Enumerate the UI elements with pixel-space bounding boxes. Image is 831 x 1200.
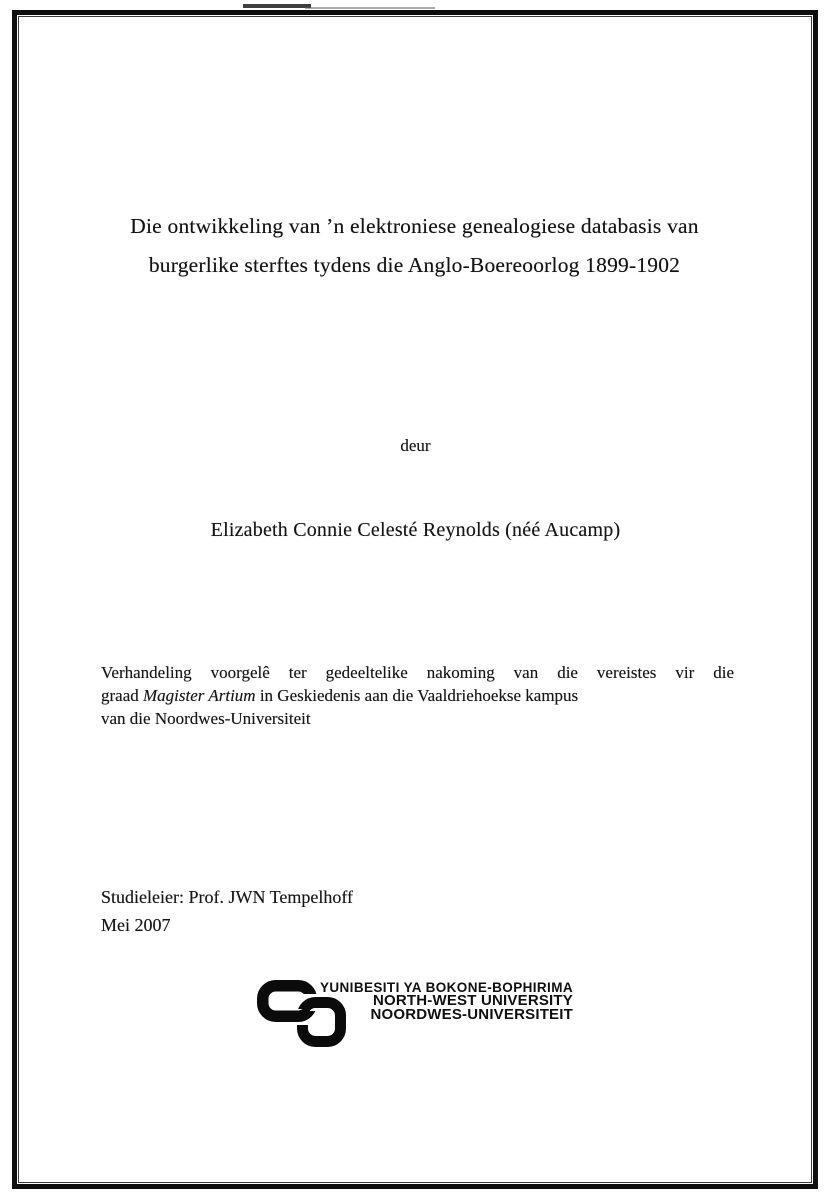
supervisor-line: Studieleier: Prof. JWN Tempelhoff: [101, 887, 354, 907]
statement-line2: [101, 684, 734, 707]
statement-line1: Verhandeling voorgelê ter gedeeltelike nakoming van die vereistes vir die: [101, 663, 734, 682]
degree-name-italic: Magister Artium: [143, 686, 256, 705]
scan-artifact: [243, 4, 311, 8]
date-line: Mei 2007: [101, 914, 171, 935]
scan-artifact: [305, 7, 435, 9]
byline: deur: [400, 436, 431, 455]
university-logo-text: [320, 981, 573, 1021]
submission-statement: [101, 661, 734, 730]
statement-line3: van die Noordwes-Universiteit: [101, 709, 311, 728]
logo-line-setswana: YUNIBESITI YA BOKONE-BOPHIRIMA: [319, 980, 573, 995]
logo-line-english: NORTH-WEST UNIVERSITY: [372, 992, 573, 1010]
thesis-title-line1: Die ontwikkeling van ’n elektroniese genealogiese databasis van: [130, 214, 699, 238]
author-name: Elizabeth Connie Celesté Reynolds (néé Aucamp): [210, 519, 621, 541]
statement-line2-after: in Geskiedenis aan die Vaaldriehoekse kampus: [255, 686, 579, 705]
statement-line2-before: graad: [101, 686, 144, 705]
logo-line-afrikaans: NOORDWES-UNIVERSITEIT: [370, 1005, 573, 1023]
supervisor-block: [101, 884, 353, 939]
thesis-title-line2: burgerlike sterftes tydens die Anglo-Boereoorlog 1899-1902: [148, 252, 681, 277]
thesis-title: [90, 207, 739, 284]
university-logo: [257, 978, 579, 1060]
